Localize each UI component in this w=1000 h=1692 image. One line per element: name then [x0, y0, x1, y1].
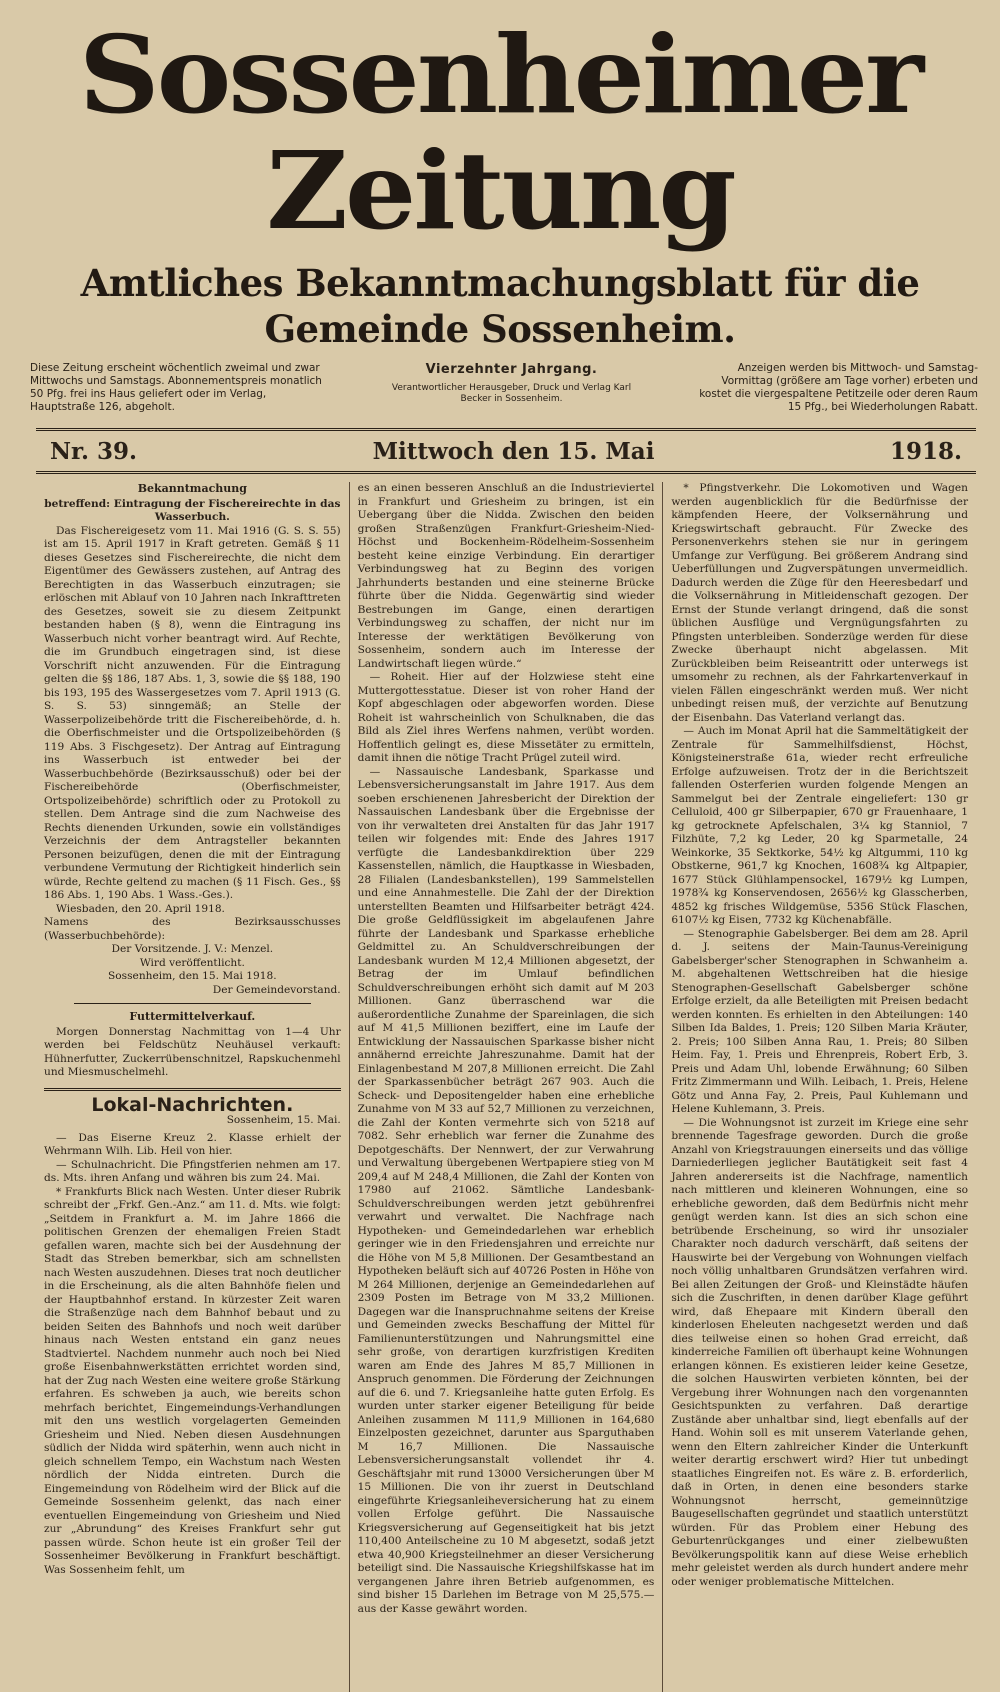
- announcement-subject: betreffend: Eintragung der Fischereirechte in das Wasserbuch.: [44, 497, 341, 523]
- local-news-place: Sossenheim, 15. Mai.: [226, 1114, 341, 1126]
- announcement-sign-2: Der Vorsitzende. J. V.: Menzel.: [111, 943, 274, 955]
- newspaper-title: Sossenheimer Zeitung: [78, 13, 922, 254]
- dateline: [36, 428, 976, 474]
- announcement-heading: Bekanntmachung: [137, 482, 247, 495]
- announcement-text: Das Fischereigesetz vom 11. Mai 1916 (G. S. S. 55) ist am 15. April 1917 in Kraft getreten. Gemäß § 11 dieses Gesetzes sind Fischereirechte, die nicht dem Eigentümer des Gewässers zustehen, auf Antrag des Berechtigten in das Wasserbuch einzutragen; sie erlöschen mit Ablauf von 10 Jahren nach Inkrafttreten des Gesetzes, soweit sie zu diesem Zeitpunkt bestanden haben (§ 8), wenn die Eintragung ins Wasserbuch nicht vorher beantragt wird. Auf Rechte, die im Grundbuch eingetragen sind, ist diese Vorschrift nicht anzuwenden. Für die Eintragung gelten die §§ 186, 187 Abs. 1, 3, sowie die §§ 188, 190 bis 193, 195 des Wassergesetzes vom 7. April 1913 (G. S. S. 53) sinngemäß; an Stelle der Wasserpolizeibehörde tritt die Fischereibehörde, d. h. die Oberfischmeister und die Ortspolizeibehörden (§ 119 Abs. 3 Fischgesetz). Der Antrag auf Eintragung ins Wasserbuch ist entweder bei der Wasserbuchbehörde (Bezirksausschuß) oder bei der Fischereibehörde (Oberfischmeister, Ortspolizeibehörde) schriftlich oder zu Protokoll zu stellen. Dem Antrage sind die zum Nachweise des Rechts dienenden Urkunden, sowie ein vollständiges Verzeichnis der dem Antragsteller bekannten Personen beizufügen, denen die mit der Eintragung verbundene Vermutung der Richtigkeit hinderlich sein würde, Rechte geltend zu machen (§ 11 Fisch. Ges., §§ 186 Abs. 1, 190 Abs. 1 Wass.-Ges.).: [44, 524, 341, 901]
- publisher-info: [377, 362, 647, 405]
- frankfurt-article: * Frankfurts Blick nach Westen. Unter dieser Rubrik schreibt der „Frkf. Gen.-Anz.“ am 11. d. Mts. wie folgt: „Seitdem in Frankfurt a. M. im Jahre 1866 die politischen Grenzen der ehemaligen Freien Stadt gefallen waren, machte sich bei der Ausdehnung der Stadt das Streben bemerkbar, sich am schnellsten nach Westen auszudehnen. Dieses trat noch deutlicher in die Erscheinung, als die alten Bahnhöfe fielen und der Hauptbahnhof erstand. In kürzester Zeit waren die Straßenzüge nach dem Bahnhof bebaut und zu beiden Seiten des Bahnhofs und noch weit darüber hinaus nach Westen entstand ein ganz neues Stadtviertel. Nachdem nunmehr auch noch bei Nied große Eisenbahnwerkstätten errichtet worden sind, hat der Zug nach Westen eine weitere große Stärkung erfahren. Es schweben ja auch, wie bereits schon mehrfach berichtet, Eingemeindungs-Verhandlungen mit den uns westlich vorgelagerten Gemeinden Griesheim und Nied. Neben diesen Ausdehnungen südlich der Nidda wird späterhin, wenn auch nicht in gleich schnellem Tempo, ein Wachstum nach Westen nördlich der Nidda eintreten. Durch die Eingemeindung von Rödelheim wird der Blick auf die Gemeinde Sossenheim gelenkt, das nach einer eventuellen Eingemeindung von Griesheim und Nied zur „Abrundung“ des Kreises Frankfurt sehr gut passen würde. Schon heute ist ein großer Teil der Sossenheimer Bevölkerung in Frankfurt beschäftigt. Was Sossenheim fehlt, um: [44, 1185, 341, 1576]
- announcement-sign-1: Namens des Bezirksausschusses (Wasserbuchbehörde):: [44, 916, 341, 942]
- announcement-place: Wiesbaden, den 20. April 1918.: [56, 902, 225, 915]
- feed-sale-text: Morgen Donnerstag Nachmittag von 1—4 Uhr werden bei Feldschütz Neuhäusel verkauft: Hühnerfutter, Zuckerrübenschnitzel, Rapskuchenmehl und Miesmuschelmehl.: [44, 1025, 341, 1078]
- newspaper-subtitle: Amtliches Bekanntmachungsblatt für die Gemeinde Sossenheim.: [80, 261, 920, 351]
- feed-sale-heading: Futtermittelverkauf.: [129, 1010, 256, 1023]
- frankfurt-continued: es an einen besseren Anschluß an die Industrieviertel in Frankfurt und Griesheim zu bringen, ist ein Uebergang über die Nidda. Zwischen den beiden großen Straßenzügen Frankfurt-Griesheim-Nied-Höchst und Bockenheim-Rödelheim-Sossenheim besteht keine einzige Verbindung. Ein derartiger Verbindungsweg hat zu Beginn des vorigen Jahrhunderts bestanden und eine steinerne Brücke führte über die Nidda. Gegenwärtig sind wieder Bestrebungen im Gange, einen derartigen Verbindungsweg zu schaffen, der nicht nur im Interesse der werktätigen Bevölkerung von Sossenheim, sondern auch im Interesse der Landwirtschaft liegen würde.“: [357, 482, 655, 670]
- publisher-line: Verantwortlicher Herausgeber, Druck und Verlag Karl Becker in Sossenheim.: [391, 383, 632, 404]
- pfingst-article: * Pfingstverkehr. Die Lokomotiven und Wagen werden augenblicklich für die Bedürfnisse der kämpfenden Heere, der Volksernährung und Kriegswirtschaft gebraucht. Für Zwecke des Personenverkehrs stehen sie nur in geringem Umfange zur Verfügung. Bei größerem Andrang sind Ueberfüllungen und Zugverspätungen unvermeidlich. Dadurch werden die Züge für den Heeresbedarf und die Volksernährung in Mitleidenschaft gezogen. Der Ernst der Stunde verlangt dringend, daß die sonst üblichen Ausflüge und Vergnügungsfahrten zu Pfingsten unterbleiben. Sonderzüge werden für diese Zwecke überhaupt nicht abgelassen. Mit Zurückbleiben beim Reiseantritt oder unterwegs ist umsomehr zu rechnen, als der Fahrkartenverkauf in vielen Fällen eingeschränkt werden muß. Wer nicht unbedingt reisen muß, der verzichte auf Benutzung der Eisenbahn. Das Vaterland verlangt das.: [671, 482, 969, 724]
- divider: [44, 1088, 341, 1091]
- info-bar: [12, 362, 988, 424]
- announcement-publish-2: Sossenheim, den 15. Mai 1918.: [108, 970, 277, 982]
- issue-date: Mittwoch den 15. Mai: [372, 437, 655, 465]
- column-3: [663, 482, 976, 1692]
- masthead: [12, 12, 988, 352]
- issue-number: Nr. 39.: [50, 437, 138, 465]
- article-columns: [36, 482, 976, 1692]
- school-news-item: — Schulnachricht. Die Pfingstferien nehmen am 17. ds. Mts. ihren Anfang und währen bis zum 24. Mai.: [44, 1158, 341, 1184]
- announcement-publish-1: Wird veröffentlicht.: [139, 956, 245, 969]
- advert-info: Anzeigen werden bis Mittwoch- und Samstag-Vormittag (größere am Tage vorher) erbeten und kostet die viergespaltene Petitzeile oder deren Raum 15 Pfg., bei Wiederholungen Rabatt.: [699, 362, 978, 413]
- volume-year: Vierzehnter Jahrgang.: [425, 362, 598, 377]
- issue-year: 1918.: [889, 437, 962, 465]
- local-news-title: Lokal-Nachrichten.: [91, 1093, 294, 1116]
- april-collection-article: — Auch im Monat April hat die Sammeltätigkeit der Zentrale für Sammelhilfsdienst, Höchst, Königsteinerstraße 61a, wieder recht erfreuliche Erfolge aufzuweisen. Trotz der in die Berichtszeit fallenden Osterferien wurden folgende Mengen an Sammelgut bei der Zentrale eingeliefert: 130 gr Celluloid, 400 gr Silberpapier, 670 gr Frauenhaare, 1 kg getrocknete Apfelschalen, 3¼ kg Stanniol, 7 Filzhüte, 7,2 kg Leder, 20 kg Sparmetalle, 24 Weinkorke, 35 Sektkorke, 54½ kg Altgummi, 110 kg Obstkerne, 961,7 kg Knochen, 1608¾ kg Altpapier, 1677 Stück Glühlampensockel, 1679½ kg Lumpen, 1978¾ kg Konservendosen, 2656½ kg Glasscherben, 4852 kg frisches Wildgemüse, 5356 Stück Flaschen, 6107½ kg Eisen, 7732 kg Küchenabfälle.: [671, 725, 969, 926]
- divider: [74, 1003, 311, 1004]
- landesbank-article: — Nassauische Landesbank, Sparkasse und Lebensversicherungsanstalt im Jahre 1917. Aus dem soeben erschienenen Jahresbericht der Direktion der Nassauischen Landesbank über die Ergebnisse der von ihr verwalteten drei Anstalten für das Jahr 1917 teilen wir folgendes mit: Ende des Jahres 1917 verfügte die Landesbankdirektion über 229 Kassenstellen, nämlich, die Hauptkasse in Wiesbaden, 28 Filialen (Landesbankstellen), 199 Sammelstellen und eine Annahmestelle. Die Zahl der der Direktion unterstellten Beamten und Hilfsarbeiter beträgt 424. Die große Geldflüssigkeit im abgelaufenen Jahre führte der Landesbank und Sparkasse erhebliche Geldmittel zu. An Schuldverschreibungen der Landesbank wurden M 12,4 Millionen abgesetzt, der Betrag der im Umlauf befindlichen Schuldverschreibungen erhöht sich damit auf M 203 Millionen. Ganz überraschend war die außerordentliche Zunahme der Spareinlagen, die sich auf M 41,5 Millionen beziffert, eine im Laufe der Entwicklung der Nassauischen Sparkasse bisher nicht annähernd erreichte Jahreszunahme. Damit hat der Einlagenbestand M 207,8 Millionen erreicht. Die Zahl der Sparkassenbücher beträgt 267 903. Auch die Scheck- und Depositengelder haben eine erhebliche Zunahme von M 33 auf 52,7 Millionen zu verzeichnen, die Zahl der Konten vermehrte sich von 5218 auf 7082. Sehr erheblich war ferner die Zunahme des Depotgeschäfts. Der Nennwert, der zur Verwahrung und Verwaltung übergebenen Wertpapiere stieg von M 209,4 auf M 248,4 Millionen, die Zahl der Konten von 17980 auf 21062. Sämtliche Landesbank-Schuldverschreibungen werden jetzt gebührenfrei verwahrt und verwaltet. Die Nachfrage nach Hypotheken- und Gemeindedarlehen war erheblich geringer wie in den Friedensjahren und erreichte nur die Höhe von M 5,8 Millionen. Der Gesamtbestand an Hypotheken beläuft sich auf 40726 Posten in Höhe von M 264 Millionen, derjenige an Gemeindedarlehen auf 2309 Posten im Betrage von M 33,2 Millionen. Dagegen war die Inanspruchnahme seitens der Kreise und Gemeinden zwecks Beschaffung der Mittel für Familienunterstützungen und Nahrungsmittel eine sehr große, von derartigen kurzfristigen Krediten waren am Ende des Jahres M 85,7 Millionen in Anspruch genommen. Die Förderung der Zeichnungen auf die 6. und 7. Kriegsanleihe hatte guten Erfolg. Es wurden unter starker eigener Beteiligung für beide Anleihen zusammen M 111,9 Millionen in 164,680 Einzelposten gezeichnet, darunter aus Sparguthaben M 16,7 Millionen. Die Nassauische Lebensversicherungsanstalt vollendet ihr 4. Geschäftsjahr mit rund 13000 Versicherungen über M 15 Millionen. Die von ihr zuerst in Deutschland eingeführte Kriegsanleiheversicherung hat zu einem vollen Erfolge geführt. Die Nassauische Kriegsversicherung auf Gegenseitigkeit hat bis jetzt 110,400 Anteilscheine zu 10 M abgesetzt, sodaß jetzt etwa 40,900 Kriegsteilnehmer an dieser Versicherung beteiligt sind. Die Nassauische Kriegshilfskasse hat im vergangenen Jahre ihren Betrieb aufgenommen, es sind bisher 15 Darlehen im Betrage von M 25,575.— aus der Kasse gewährt worden.: [357, 765, 655, 1615]
- stenography-article: — Stenographie Gabelsberger. Bei dem am 28. April d. J. seitens der Main-Taunus-Vereinigung Gabelsberger'scher Stenographen in Schwanheim a. M. abgehaltenen Wettschreiben hat die hiesige Stenographen-Gesellschaft Gabelsberger schöne Erfolge erzielt, da alle Beteiligten mit Preisen bedacht werden konnten. Es erhielten in den Abteilungen: 140 Silben Ida Baldes, 1. Preis; 120 Silben Maria Kräuter, 2. Preis; 100 Silben Anna Rau, 1. Preis; 80 Silben Heim. Fay, 1. Preis und Ehrenpreis, Robert Erb, 3. Preis und Adam Uhl, lobende Erwähnung; 60 Silben Fritz Zimmermann und Wilh. Leibach, 1. Preis, Helene Götz und Anna Fay, 2. Preis, Paul Kuhlemann und Helene Kuhlemann, 3. Preis.: [671, 927, 969, 1115]
- announcement-publish-3: Der Gemeindevorstand.: [212, 983, 341, 996]
- roheit-article: — Roheit. Hier auf der Holzwiese steht eine Muttergottesstatue. Dieser ist von roher Hand der Kopf abgeschlagen oder abgeworfen worden. Diese Roheit ist wahrscheinlich von Schulknaben, die das Bild als Ziel ihres Werfens nahmen, verübt worden. Hoffentlich gelingt es, diese Missetäter zu ermitteln, damit ihnen die nötige Tracht Prügel zuteil wird.: [357, 671, 655, 764]
- subscription-info: Diese Zeitung erscheint wöchentlich zweimal und zwar Mittwochs und Samstags. Abonnementspreis monatlich 50 Pfg. frei ins Haus geliefert oder im Verlag, Hauptstraße 126, abgeholt.: [30, 362, 322, 413]
- housing-article: — Die Wohnungsnot ist zurzeit im Kriege eine sehr brennende Tagesfrage geworden. Durch die große Anzahl von Kriegstrauungen einerseits und das völlige Darniederliegen jeglicher Bautätigkeit seit fast 4 Jahren andererseits ist die Nachfrage, namentlich nach mittleren und kleineren Wohnungen, eine so erhebliche geworden, daß dem Bedürfnis nicht mehr genügt werden kann. Ist dies an sich schon eine betrübende Erscheinung, so wird ihr unsozialer Charakter noch dadurch verschärft, daß seitens der Hauswirte bei der Vergebung von Wohnungen vielfach noch völlig unhaltbaren Grundsätzen verfahren wird. Bei allen Zeitungen der Groß- und Kleinstädte häufen sich die Zuschriften, in denen darüber Klage geführt wird, daß Ehepaare mit Kindern überall den kinderlosen Eheleuten nachgesetzt werden und daß dies teilweise einen so hohen Grad erreicht, daß kinderreiche Familien oft überhaupt keine Wohnungen erlangen können. Es existieren leider keine Gesetze, die solchen Hauswirten verbieten könnten, bei der Vergebung ihrer Wohnungen nach den vorgenannten Gesichtspunkten zu verfahren. Daß derartige Zustände aber unhaltbar sind, liegt ebenfalls auf der Hand. Wohin soll es mit unserem Vaterlande gehen, wenn den Eltern zahlreicher Kinder die Unterkunft weiter derartig erschwert wird? Hier tut unbedingt staatliches Eingreifen not. Es wäre z. B. erforderlich, daß in Orten, in denen eine besonders starke Wohnungsnot herrscht, gemeinnützige Baugesellschaften gegründet und staatlich unterstützt würden. Für das Problem einer Hebung des Geburtenrückganges und einer zielbewußten Bevölkerungspolitik kann auf diese Weise erheblich mehr geleistet werden als durch hundert andere mehr oder weniger problematische Mittelchen.: [671, 1116, 969, 1588]
- column-1: [36, 482, 350, 1692]
- column-2: [350, 482, 664, 1692]
- iron-cross-item: — Das Eiserne Kreuz 2. Klasse erhielt der Wehrmann Wilh. Lib. Heil von hier.: [44, 1131, 341, 1157]
- newspaper-page: [0, 12, 1000, 1615]
